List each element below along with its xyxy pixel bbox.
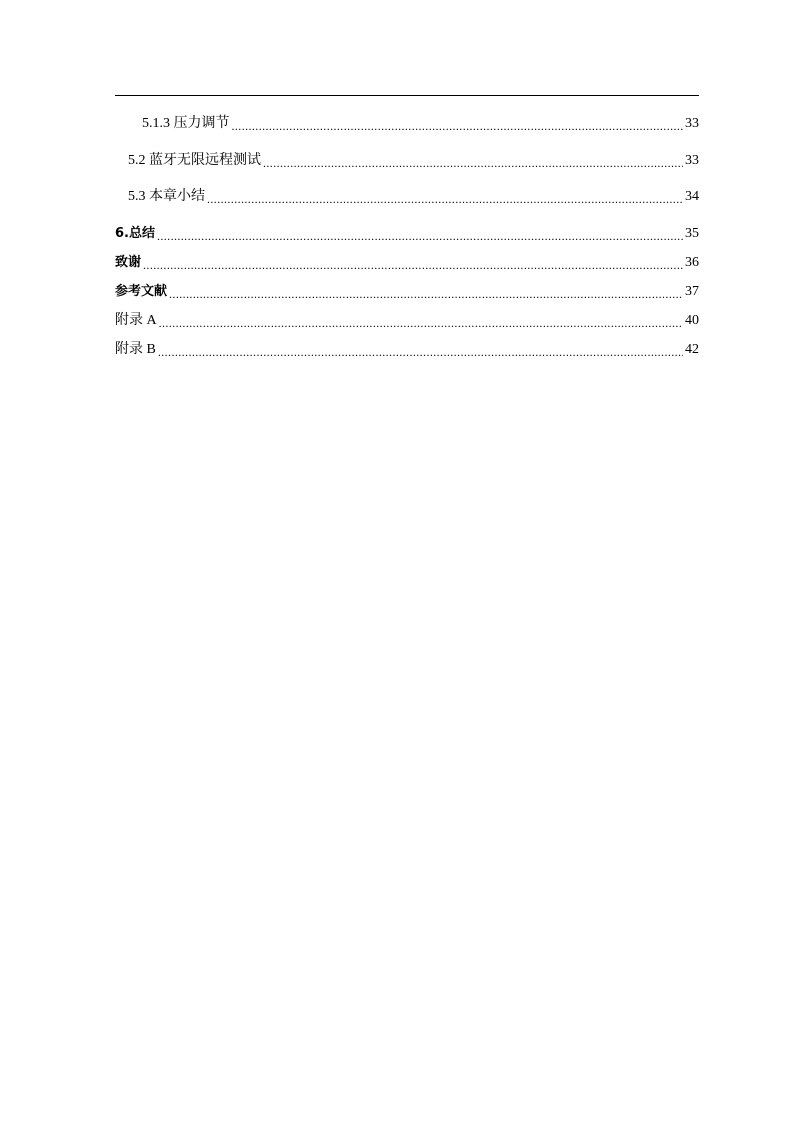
toc-entry-5-1-3[interactable] xyxy=(142,113,699,133)
toc-entry-appendix-b[interactable] xyxy=(115,339,699,359)
toc-entry-label: 5.2 蓝牙无限远程测试 xyxy=(128,153,261,168)
toc-entry-6-summary[interactable] xyxy=(115,223,699,243)
toc-page-number: 33 xyxy=(685,153,699,168)
toc-dot-leader xyxy=(207,188,683,206)
toc-dot-leader xyxy=(232,115,684,133)
toc-page-number: 33 xyxy=(685,116,699,131)
toc-entry-label: 参考文献 xyxy=(115,284,168,299)
toc-entry-5-3[interactable] xyxy=(128,186,699,206)
toc-page-number: 35 xyxy=(685,226,699,241)
toc-entry-5-2[interactable] xyxy=(128,150,699,170)
toc-dot-leader xyxy=(143,254,683,272)
toc-page-number: 40 xyxy=(685,313,699,328)
toc-entry-label: 致谢 xyxy=(115,255,142,270)
toc-dot-leader xyxy=(159,312,683,330)
toc-page-number: 34 xyxy=(685,189,699,204)
toc-page-number: 36 xyxy=(685,255,699,270)
toc-page-number: 42 xyxy=(685,342,699,357)
toc-entry-label: 6.总结 xyxy=(115,226,155,241)
toc-entry-label: 附录 B xyxy=(115,342,156,357)
toc-entry-label: 5.1.3 压力调节 xyxy=(142,116,230,131)
toc-entry-acknowledgements[interactable] xyxy=(115,252,699,272)
toc-dot-leader xyxy=(169,283,683,301)
toc-dot-leader xyxy=(263,152,683,170)
toc-page-number: 37 xyxy=(685,284,699,299)
toc-entry-label: 附录 A xyxy=(115,313,157,328)
toc-dot-leader xyxy=(158,341,683,359)
toc-entry-label: 5.3 本章小结 xyxy=(128,189,205,204)
toc-entry-references[interactable] xyxy=(115,281,699,301)
toc-entry-appendix-a[interactable] xyxy=(115,310,699,330)
toc-dot-leader xyxy=(157,225,683,243)
